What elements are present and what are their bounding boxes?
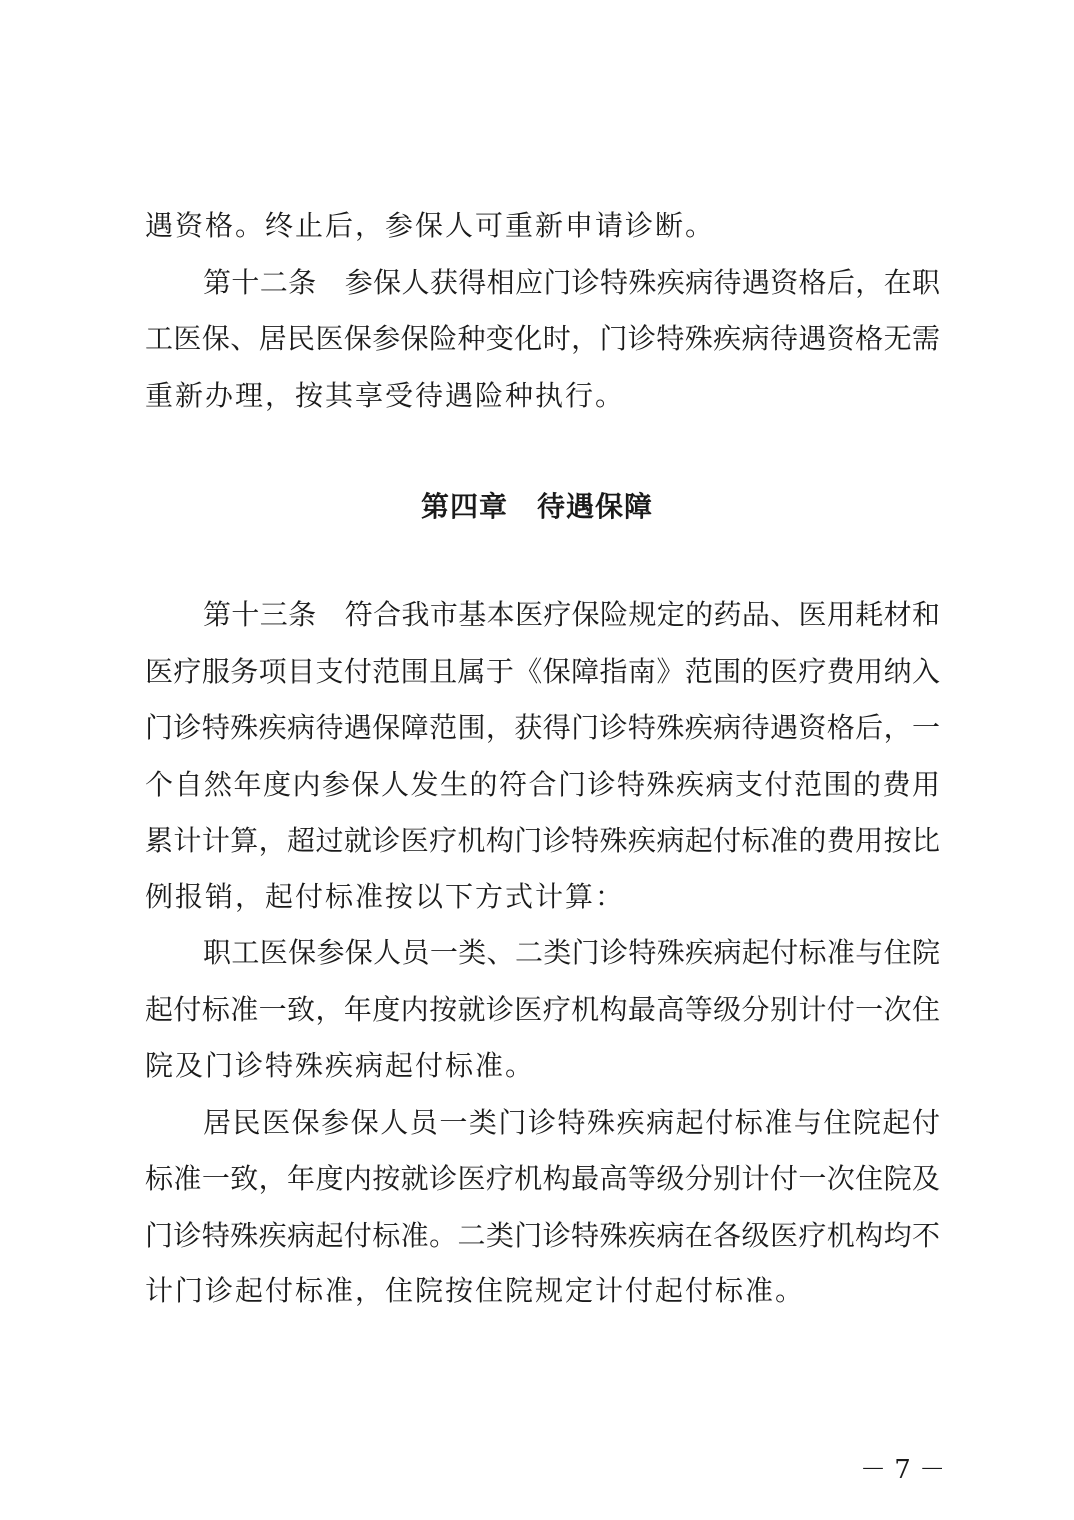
text-line: 医疗服务项目支付范围且属于《保障指南》范围的医疗费用纳入 xyxy=(145,655,940,688)
text-line: 院及门诊特殊疾病起付标准。 xyxy=(145,1049,536,1082)
page-number: － 7 － xyxy=(860,1455,946,1485)
text-line: 例报销，起付标准按以下方式计算： xyxy=(145,880,626,913)
text-line: 工医保、居民医保参保险种变化时，门诊特殊疾病待遇资格无需 xyxy=(145,322,940,355)
text-line: 门诊特殊疾病起付标准。二类门诊特殊疾病在各级医疗机构均不 xyxy=(145,1219,940,1252)
paragraph-start-line: 居民医保参保人员一类门诊特殊疾病起付标准与住院起付 xyxy=(203,1106,940,1139)
paragraph-start-line: 职工医保参保人员一类、二类门诊特殊疾病起付标准与住院 xyxy=(203,936,940,969)
text-line: 遇资格。终止后，参保人可重新申请诊断。 xyxy=(145,209,716,242)
text-line: 起付标准一致，年度内按就诊医疗机构最高等级分别计付一次住 xyxy=(145,993,940,1026)
text-line: 门诊特殊疾病待遇保障范围，获得门诊特殊疾病待遇资格后，一 xyxy=(145,711,940,744)
text-line: 累计计算，超过就诊医疗机构门诊特殊疾病起付标准的费用按比 xyxy=(145,824,940,857)
article-12-line: 第十二条 参保人获得相应门诊特殊疾病待遇资格后，在职 xyxy=(203,266,940,299)
text-line: 标准一致，年度内按就诊医疗机构最高等级分别计付一次住院及 xyxy=(145,1162,940,1195)
text-line: 个自然年度内参保人发生的符合门诊特殊疾病支付范围的费用 xyxy=(145,768,940,801)
text-line: 计门诊起付标准，住院按住院规定计付起付标准。 xyxy=(145,1274,806,1307)
chapter-heading: 第四章 待遇保障 xyxy=(420,490,653,523)
text-line: 重新办理，按其享受待遇险种执行。 xyxy=(145,379,626,412)
article-13-line: 第十三条 符合我市基本医疗保险规定的药品、医用耗材和 xyxy=(203,598,940,631)
